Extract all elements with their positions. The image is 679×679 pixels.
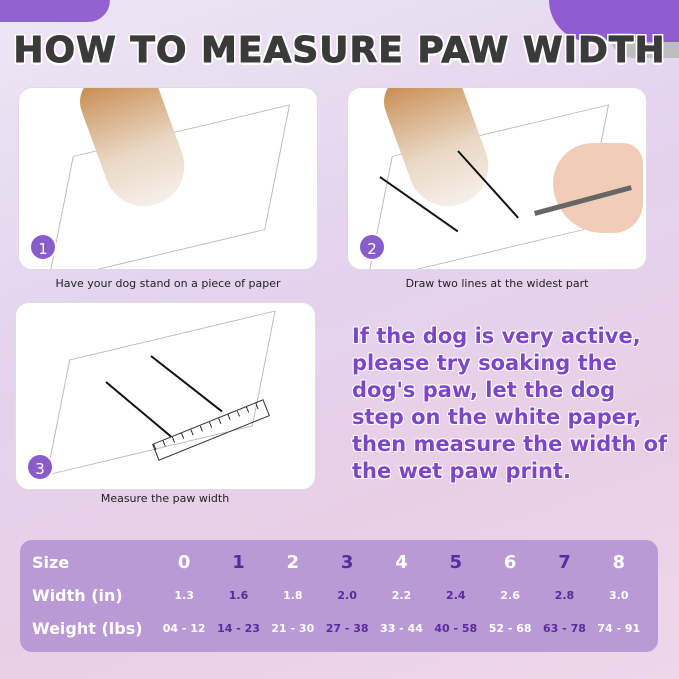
size-cell: 4 bbox=[395, 552, 408, 573]
row-label: Size bbox=[32, 553, 70, 572]
width-cell: 1.6 bbox=[228, 589, 249, 602]
width-cell: 2.0 bbox=[337, 589, 357, 602]
weight-cell: 63 - 78 bbox=[543, 622, 586, 635]
size-cell: 8 bbox=[612, 552, 626, 573]
size-cell: 3 bbox=[340, 552, 354, 573]
active-dog-tip: If the dog is very active, please try soaking the dog's paw, let the dog step on the white paper, then measure the width of the wet paw print. bbox=[352, 324, 668, 483]
decor-blob bbox=[0, 0, 110, 22]
weight-cell: 33 - 44 bbox=[380, 622, 423, 635]
weight-cell: 14 - 23 bbox=[217, 622, 260, 635]
step-1-image bbox=[18, 87, 318, 270]
size-cell: 2 bbox=[286, 552, 300, 573]
row-label: Width (in) bbox=[32, 586, 123, 605]
weight-cell: 52 - 68 bbox=[488, 622, 532, 635]
weight-cell: 74 - 91 bbox=[597, 622, 641, 635]
step-number-badge: 2 bbox=[358, 233, 386, 261]
size-cell: 0 bbox=[177, 552, 191, 573]
width-cell: 1.3 bbox=[174, 589, 194, 602]
width-cell: 2.8 bbox=[554, 589, 575, 602]
step-3-image bbox=[15, 302, 316, 490]
weight-cell: 27 - 38 bbox=[325, 622, 369, 635]
step-3-caption: Measure the paw width bbox=[100, 492, 230, 505]
width-cell: 2.6 bbox=[500, 589, 520, 602]
step-1-caption: Have your dog stand on a piece of paper bbox=[55, 277, 281, 290]
page-title: HOW TO MEASURE PAW WIDTH bbox=[13, 30, 666, 71]
size-cell: 6 bbox=[503, 552, 517, 573]
size-cell: 7 bbox=[558, 552, 571, 573]
width-cell: 2.2 bbox=[391, 589, 412, 602]
step-number-badge: 1 bbox=[29, 233, 57, 261]
step-number-badge: 3 bbox=[26, 453, 54, 481]
size-cell: 1 bbox=[232, 552, 245, 573]
width-cell: 2.4 bbox=[446, 589, 466, 602]
width-cell: 1.8 bbox=[283, 589, 303, 602]
row-label: Weight (lbs) bbox=[32, 619, 143, 638]
weight-cell: 04 - 12 bbox=[162, 622, 206, 635]
size-row bbox=[32, 546, 646, 579]
step-2-caption: Draw two lines at the widest part bbox=[405, 277, 589, 290]
weight-cell: 21 - 30 bbox=[271, 622, 315, 635]
size-cell: 5 bbox=[449, 552, 463, 573]
width-row bbox=[32, 579, 646, 612]
size-chart-table bbox=[20, 540, 658, 652]
width-cell: 3.0 bbox=[609, 589, 629, 602]
weight-row bbox=[32, 612, 646, 645]
weight-cell: 40 - 58 bbox=[434, 622, 478, 635]
step-2-image bbox=[347, 87, 647, 270]
